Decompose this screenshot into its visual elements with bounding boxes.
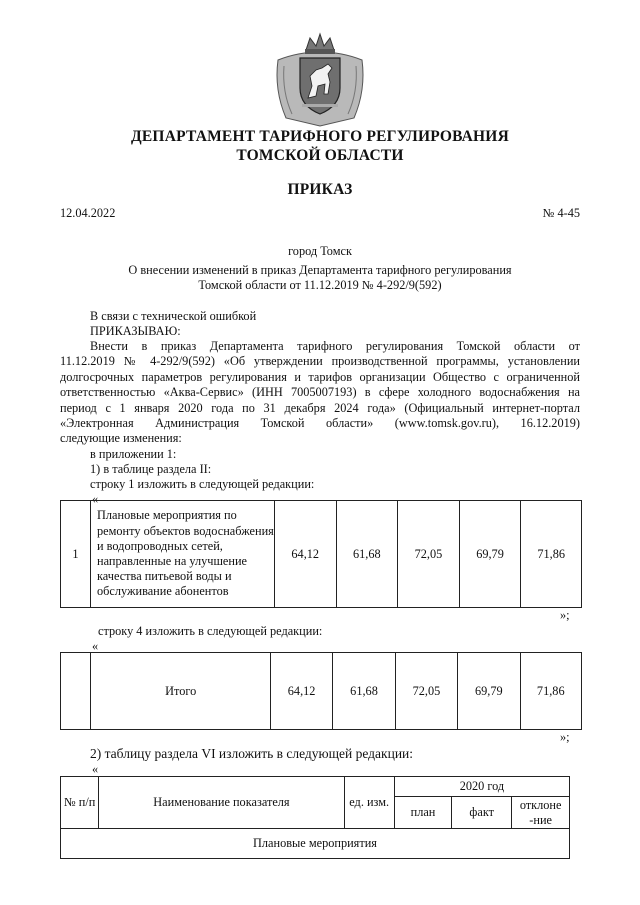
open-quote: « [92,492,99,506]
header-plan: план [394,797,451,829]
cell-value: 69,79 [459,501,521,608]
order-word: ПРИКАЗЫВАЮ: [90,324,181,338]
city: город Томск [288,244,352,258]
item-row1: строку 1 изложить в следующей редакции: [90,477,315,491]
main-line: Внести в приказ Департамента тарифного регулирования Томской области от [90,339,580,353]
header-year: 2020 год [394,777,569,797]
main-line: период с 1 января 2020 года по 31 декабря 2024 года» (Официальный интернет-портал [60,400,580,415]
subject-line2: Томской области от 11.12.2019 № 4-292/9(592) [198,278,442,292]
cell-value: 72,05 [395,653,457,730]
cell-value: 61,68 [336,501,398,608]
cell-name: Плановые мероприятия по ремонту объектов водоснабжения и водопроводных сетей, направленные на улучшение качества питьевой воды и обслуживание абонентов [91,501,275,608]
close-quote-1: »; [560,608,570,622]
cell-value: 69,79 [458,653,520,730]
main-line: «Электронная Администрация Томской области» (www.tomsk.gov.ru), 16.12.2019) [60,416,580,431]
department-name-line2: ТОМСКОЙ ОБЛАСТИ [236,147,404,164]
table-row4 [60,652,582,730]
item-row4: строку 4 изложить в следующей редакции: [98,624,323,638]
subject-line1: О внесении изменений в приказ Департамента тарифного регулирования [128,263,512,277]
tomsk-coat-of-arms-icon [272,30,368,130]
header-num: № п/п [61,777,99,829]
table-row1 [60,500,582,608]
item-2: 2) таблицу раздела VI изложить в следующей редакции: [90,746,414,761]
open-quote-2: « [92,639,99,653]
header-deviation: отклоне -ние [512,797,570,829]
reason-paragraph: В связи с технической ошибкой [90,309,257,323]
department-name-line1: ДЕПАРТАМЕНТ ТАРИФНОГО РЕГУЛИРОВАНИЯ [131,128,509,145]
header-unit: ед. изм. [344,777,394,829]
main-line-last: следующие изменения: [60,431,182,446]
cell-value: 71,86 [521,501,582,608]
cell-name: Итого [91,653,270,730]
cell-value: 71,86 [520,653,581,730]
cell-value: 64,12 [274,501,336,608]
cell-value: 72,05 [398,501,460,608]
table-section-vi [60,776,570,859]
cell-value: 61,68 [333,653,395,730]
item-1: 1) в таблице раздела II: [90,462,212,476]
open-quote-3: « [92,762,99,776]
document-number: № 4-45 [542,206,580,220]
main-line: долгосрочных параметров регулирования и тарифов организации Общество с ограниченной [60,369,580,384]
main-line: ответственностью «Аква-Сервис» (ИНН 7005007193) в сфере холодного водоснабжения на [60,385,580,400]
document-type: ПРИКАЗ [287,181,353,198]
header-name: Наименование показателя [99,777,344,829]
section-row: Плановые мероприятия [61,829,570,859]
item-appendix: в приложении 1: [90,447,177,461]
main-paragraph [60,339,580,447]
close-quote-2: »; [560,730,570,744]
cell-num: 1 [61,501,91,608]
cell-value: 64,12 [270,653,332,730]
cell-num-empty [61,653,91,730]
main-line: 11.12.2019 № 4-292/9(592) «Об утверждении производственной программы, установлении [60,354,580,369]
document-date: 12.04.2022 [60,206,116,220]
header-fact: факт [452,797,512,829]
